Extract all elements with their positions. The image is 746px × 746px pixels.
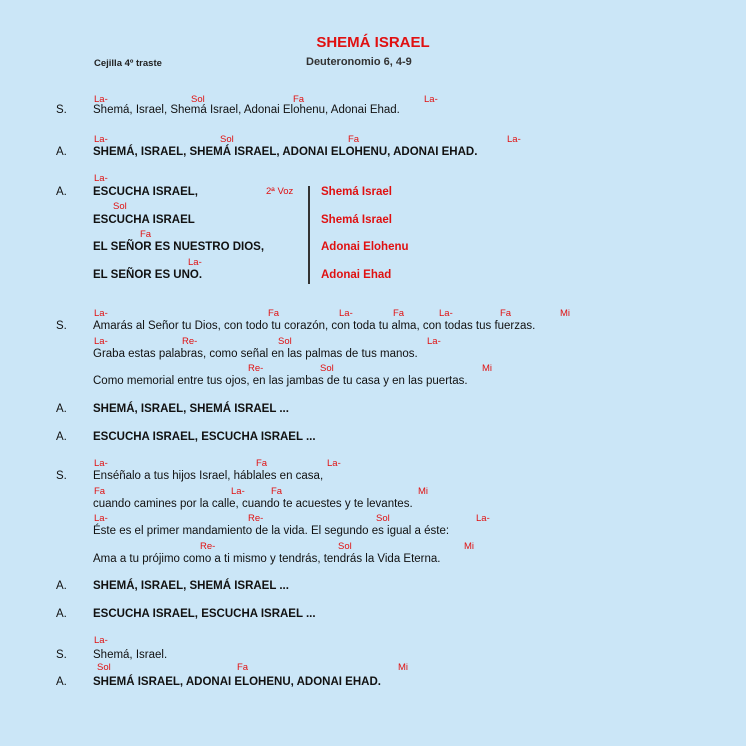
- lyric-line: Éste es el primer mandamiento de la vida. El segundo es igual a éste:: [93, 525, 450, 537]
- chord-label: Fa: [94, 486, 106, 497]
- lyric-line: SHEMÁ ISRAEL, ADONAI ELOHENU, ADONAI EHAD.: [93, 676, 381, 688]
- chord-label: Sol: [376, 513, 390, 524]
- role-marker: A.: [56, 580, 67, 592]
- chord-label: Re-: [248, 513, 264, 524]
- chord-label: Mi: [398, 662, 409, 673]
- chord-label: Fa: [293, 94, 305, 105]
- chord-label: La-: [427, 336, 441, 347]
- capo-note: Cejilla 4º traste: [94, 58, 162, 69]
- chord-label: La-: [94, 336, 108, 347]
- chord-label: Fa: [271, 486, 283, 497]
- chord-label: Fa: [500, 308, 512, 319]
- chord-label: Fa: [256, 458, 268, 469]
- lyric-line: SHEMÁ, ISRAEL, SHEMÁ ISRAEL ...: [93, 403, 289, 415]
- lyric-line: cuando camines por la calle, cuando te acuestes y te levantes.: [93, 498, 413, 510]
- lyric-line: Amarás al Señor tu Dios, con todo tu corazón, con toda tu alma, con todas tus fuerzas.: [93, 320, 536, 332]
- lyric-line: Shemá, Israel, Shemá Israel, Adonai Elohenu, Adonai Ehad.: [93, 104, 400, 116]
- chord-label: La-: [507, 134, 521, 145]
- chord-label: Fa: [348, 134, 360, 145]
- chord-label: La-: [94, 513, 108, 524]
- second-voice-response: Adonai Elohenu: [321, 241, 409, 253]
- second-voice-response: Adonai Ehad: [321, 269, 392, 281]
- chord-label: Mi: [464, 541, 475, 552]
- chord-label: La-: [94, 308, 108, 319]
- chord-label: La-: [439, 308, 453, 319]
- chord-label: La-: [231, 486, 245, 497]
- chord-label: La-: [94, 134, 108, 145]
- song-title: SHEMÁ ISRAEL: [316, 34, 430, 51]
- lyric-line: ESCUCHA ISRAEL, ESCUCHA ISRAEL ...: [93, 431, 316, 443]
- chord-label: La-: [476, 513, 490, 524]
- chord-label: La-: [327, 458, 341, 469]
- chord-label: Re-: [200, 541, 216, 552]
- role-marker: S.: [56, 470, 67, 482]
- chord-label: La-: [94, 94, 108, 105]
- chord-label: Sol: [97, 662, 111, 673]
- chord-label: Sol: [191, 94, 205, 105]
- second-voice-response: Shemá Israel: [321, 214, 392, 226]
- lyric-line: SHEMÁ, ISRAEL, SHEMÁ ISRAEL, ADONAI ELOHENU, ADONAI EHAD.: [93, 146, 478, 158]
- chord-label: La-: [424, 94, 438, 105]
- chord-label: Fa: [393, 308, 405, 319]
- lyric-line: Ama a tu prójimo como a ti mismo y tendrás, tendrás la Vida Eterna.: [93, 553, 441, 565]
- role-marker: A.: [56, 608, 67, 620]
- chord-label: Mi: [418, 486, 429, 497]
- role-marker: A.: [56, 186, 67, 198]
- lyric-line: SHEMÁ, ISRAEL, SHEMÁ ISRAEL ...: [93, 580, 289, 592]
- chord-label: Sol: [220, 134, 234, 145]
- role-marker: A.: [56, 403, 67, 415]
- chord-label: Re-: [248, 363, 264, 374]
- role-marker: S.: [56, 104, 67, 116]
- lyric-line: EL SEÑOR ES UNO.: [93, 269, 203, 281]
- lyric-line: ESCUCHA ISRAEL,: [93, 186, 198, 198]
- chord-label: La-: [339, 308, 353, 319]
- chord-label: Sol: [320, 363, 334, 374]
- chord-label: Sol: [338, 541, 352, 552]
- chord-label: Fa: [268, 308, 280, 319]
- chord-label: La-: [188, 257, 202, 268]
- chord-label: Fa: [237, 662, 249, 673]
- lyric-line: ESCUCHA ISRAEL: [93, 214, 195, 226]
- chord-label: La-: [94, 635, 108, 646]
- scripture-reference: Deuteronomio 6, 4-9: [306, 56, 412, 68]
- lyric-line: Como memorial entre tus ojos, en las jambas de tu casa y en las puertas.: [93, 375, 468, 387]
- chord-label: Re-: [182, 336, 198, 347]
- lyric-line: EL SEÑOR ES NUESTRO DIOS,: [93, 241, 265, 253]
- chord-label: La-: [94, 173, 108, 184]
- chord-label: La-: [94, 458, 108, 469]
- chord-label: Sol: [113, 201, 127, 212]
- lyric-line: Shemá, Israel.: [93, 649, 168, 661]
- role-marker: A.: [56, 146, 67, 158]
- role-marker: A.: [56, 676, 67, 688]
- role-marker: A.: [56, 431, 67, 443]
- lyric-line: ESCUCHA ISRAEL, ESCUCHA ISRAEL ...: [93, 608, 316, 620]
- lyric-line: Graba estas palabras, como señal en las palmas de tus manos.: [93, 348, 418, 360]
- chord-label: Sol: [278, 336, 292, 347]
- lyric-line: Enséñalo a tus hijos Israel, háblales en casa,: [93, 470, 324, 482]
- role-marker: S.: [56, 320, 67, 332]
- chord-label: Fa: [140, 229, 152, 240]
- chord-label: Mi: [482, 363, 493, 374]
- chord-label: Mi: [560, 308, 571, 319]
- voice-divider: [308, 186, 310, 284]
- second-voice-response: Shemá Israel: [321, 186, 392, 198]
- role-marker: S.: [56, 649, 67, 661]
- second-voice-label: 2ª Voz: [266, 186, 294, 197]
